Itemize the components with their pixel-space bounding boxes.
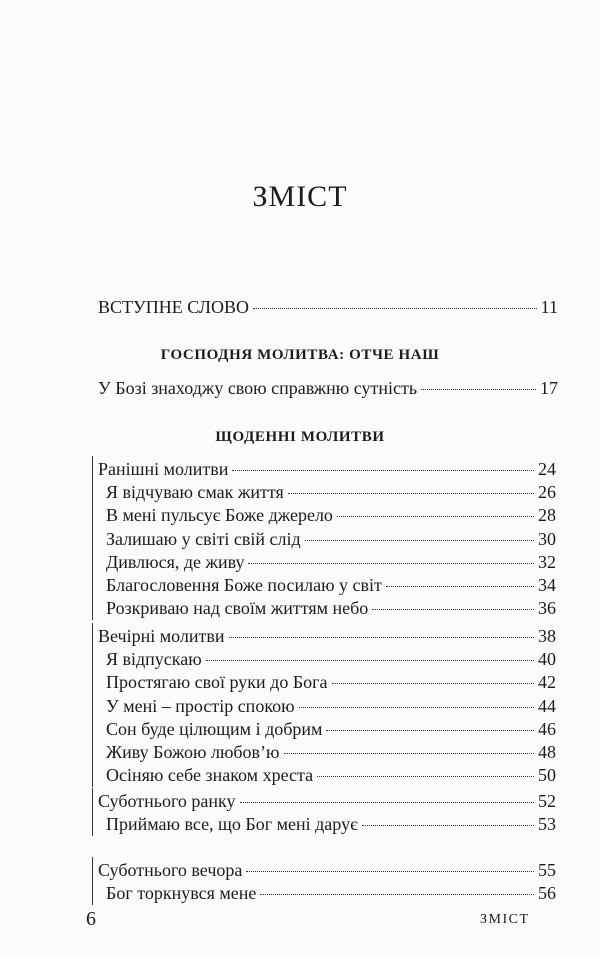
dot-leader	[246, 871, 534, 872]
section-heading-daily-prayers: ЩОДЕННІ МОЛИТВИ	[215, 429, 385, 445]
dot-leader	[372, 609, 534, 610]
toc-group-heading	[98, 790, 556, 812]
toc-entry-label: ВСТУПНЕ СЛОВО	[98, 297, 250, 317]
toc-entry	[106, 574, 556, 596]
toc-entry	[106, 764, 556, 786]
toc-entry-label: Дивлюся, де живу	[106, 551, 245, 572]
toc-entry-page: 56	[538, 883, 556, 904]
toc-entry	[106, 718, 556, 740]
toc-entry	[106, 481, 556, 503]
section-heading-lords-prayer: ГОСПОДНЯ МОЛИТВА: ОТЧЕ НАШ	[160, 347, 440, 363]
dot-leader	[260, 894, 534, 895]
page-title: ЗМІСТ	[252, 180, 348, 213]
toc-entry	[98, 377, 558, 399]
dot-leader	[317, 776, 534, 777]
toc-entry-page: 42	[538, 672, 556, 693]
toc-entry-label: Я відпускаю	[106, 649, 202, 670]
group-rule	[92, 623, 93, 787]
toc-entry-label: Суботнього вечора	[98, 860, 243, 880]
toc-entry-label: Приймаю все, що Бог мені дарує	[106, 814, 358, 835]
toc-entry-page: 30	[538, 528, 556, 549]
dot-leader	[332, 683, 534, 684]
toc-entry	[106, 695, 556, 717]
toc-entry-page: 38	[538, 626, 556, 646]
dot-leader	[337, 516, 534, 517]
toc-entry-page: 34	[538, 575, 556, 595]
toc-entry-label: Вечірні молитви	[98, 626, 225, 646]
toc-entry-page: 53	[538, 814, 556, 835]
toc-entry-label: Розкриваю над своїм життям небо	[106, 598, 369, 619]
toc-entry	[106, 882, 556, 904]
toc-group-heading	[98, 859, 556, 881]
toc-entry	[106, 813, 556, 835]
toc-entry-label: Сон буде цілющим і добрим	[106, 718, 323, 739]
toc-entry-page: 48	[538, 742, 556, 762]
toc-entry-page: 32	[538, 551, 556, 572]
dot-leader	[248, 563, 534, 564]
toc-entry-label: Я відчуваю смак життя	[106, 482, 284, 503]
dot-leader	[232, 470, 534, 471]
dot-leader	[288, 493, 534, 494]
toc-entry-intro	[98, 296, 558, 318]
toc-entry-page: 40	[538, 649, 556, 670]
toc-entry-page: 50	[538, 765, 556, 786]
page-number: 6	[86, 908, 96, 930]
toc-group-heading	[98, 625, 556, 647]
toc-entry	[106, 597, 556, 619]
toc-entry-label: В мені пульсує Боже джерело	[106, 505, 333, 526]
toc-entry-page: 36	[538, 598, 556, 619]
toc-entry-page: 11	[540, 297, 558, 317]
toc-entry-page: 24	[538, 459, 556, 479]
toc-entry-page: 26	[538, 482, 556, 503]
dot-leader	[326, 730, 534, 731]
toc-entry-label: Суботнього ранку	[98, 791, 236, 811]
dot-leader	[386, 586, 534, 587]
toc-entry	[106, 648, 556, 670]
group-rule	[92, 788, 93, 836]
toc-entry-label: Залишаю у світі свій слід	[106, 528, 301, 549]
toc-entry-label: Живу Божою любов’ю	[106, 742, 280, 762]
toc-entry-page: 55	[538, 860, 556, 880]
toc-entry	[106, 551, 556, 573]
toc-entry-page: 17	[540, 378, 558, 398]
toc-entry	[106, 671, 556, 693]
dot-leader	[253, 308, 537, 309]
toc-entry	[106, 504, 556, 526]
toc-entry	[106, 741, 556, 763]
dot-leader	[240, 802, 535, 803]
toc-entry-page: 28	[538, 505, 556, 526]
toc-entry-label: Простягаю свої руки до Бога	[106, 672, 328, 693]
toc-entry-label: Ранішні молитви	[98, 459, 229, 479]
dot-leader	[206, 660, 534, 661]
toc-entry-label: Благословення Боже посилаю у світ	[106, 575, 382, 595]
dot-leader	[284, 753, 535, 754]
dot-leader	[229, 637, 534, 638]
toc-entry	[106, 528, 556, 550]
dot-leader	[421, 389, 536, 390]
toc-entry-label: У Бозі знаходжу свою справжню сутність	[98, 378, 418, 398]
toc-entry-label: Бог торкнувся мене	[106, 883, 257, 904]
dot-leader	[299, 707, 534, 708]
group-rule	[92, 456, 93, 620]
group-rule	[92, 857, 93, 905]
toc-entry-page: 44	[538, 695, 556, 716]
dot-leader	[362, 825, 534, 826]
running-title: ЗМІСТ	[480, 912, 530, 927]
toc-group-heading	[98, 458, 556, 480]
toc-entry-page: 52	[538, 791, 556, 811]
toc-entry-label: У мені – простір спокою	[106, 695, 295, 716]
toc-entry-label: Осіняю себе знаком хреста	[106, 765, 314, 786]
dot-leader	[305, 540, 534, 541]
toc-entry-page: 46	[538, 718, 556, 739]
